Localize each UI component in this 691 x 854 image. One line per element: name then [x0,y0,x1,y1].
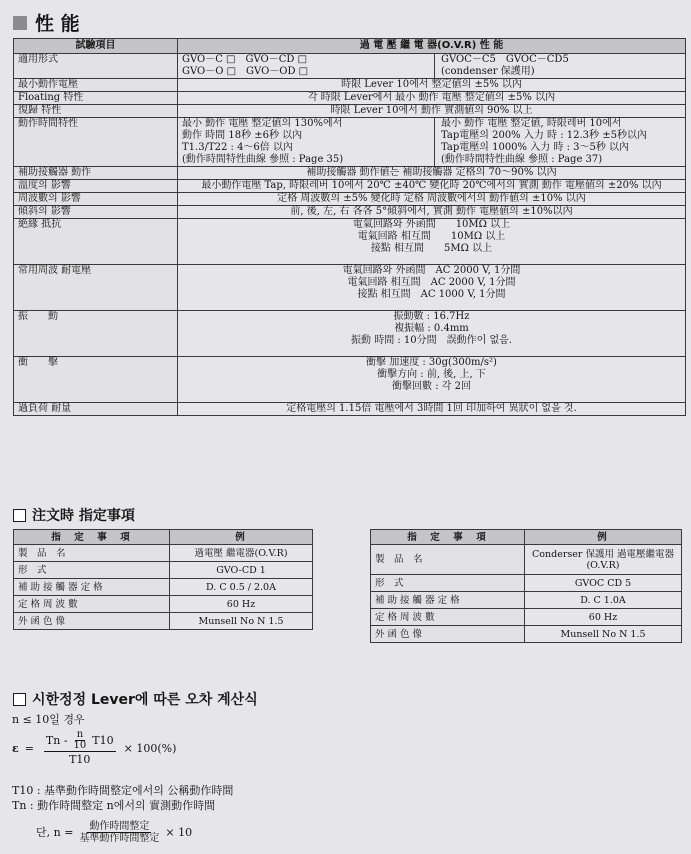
spec-row-label: Floating 特性 [14,92,178,105]
spec-row [14,357,686,403]
order-item-example: Munsell No N 1.5 [525,626,682,643]
order-item-label [371,575,525,592]
order-left-header-item: 指 定 事 項 [14,530,170,545]
order-title [13,505,135,525]
spec-line: 接點 相互間 5MΩ 以上 [370,243,493,254]
order-item-example: D. C 1.0A [525,592,682,609]
formula-fraction [44,730,116,767]
order-item-example: Munsell No N 1.5 [170,613,313,630]
order-row [14,596,313,613]
spec-line: 最小 動作 電壓 整定値, 時限레버 10에서 [441,118,622,129]
spec-line: T1.3/T22 : 4～6倍 以內 [182,142,293,153]
order-item-example: GVO-CD 1 [170,562,313,579]
spec-row [14,206,686,219]
formula-denominator: T10 [69,753,91,766]
formula-num-a: Tn - [45,734,68,747]
spec-row-value [178,79,686,92]
spec-line: 電氣回路와 外函間 AC 2000 V, 1分間 [342,265,521,276]
error-formula [12,712,412,844]
spec-line: GVO－O □ GVO－OD □ [182,66,309,77]
order-item-label [14,562,170,579]
spec-row-label: 復歸 特性 [14,105,178,118]
spec-right-col [434,54,681,78]
spec-row-value [178,54,686,79]
spec-table-body [14,54,686,416]
spec-row-label: 常用周波 耐電壓 [14,265,178,311]
order-title-text: 注文時 指定事項 [32,508,135,524]
order-item-label [371,592,525,609]
order-item-label [371,609,525,626]
spec-header-item: 試驗項目 [14,39,178,54]
spec-row-value [178,311,686,357]
spec-row-label: 最小動作電壓 [14,79,178,92]
spec-row-label: 動作時間特性 [14,118,178,167]
spec-line: 電氣回路 相互間 10MΩ 以上 [357,231,506,242]
spec-row-value [178,118,686,167]
spec-row [14,92,686,105]
spec-row-label: 周波數의 影響 [14,193,178,206]
formula-n-top: 動作時間整定 [89,821,150,832]
formula-n-bottom: 基準動作時間整定 [79,833,160,844]
order-item-label [14,596,170,613]
order-row [14,579,313,596]
spec-row-value [178,180,686,193]
spec-header-performance: 過 電 壓 繼 電 器(O.V.R) 性 能 [178,39,686,54]
spec-row-label: 補助接觸器 動作 [14,167,178,180]
order-item-example: GVOC CD 5 [525,575,682,592]
spec-line: 接點 相互間 AC 1000 V, 1分間 [357,289,506,300]
order-item-text: 製 品 名 [18,547,66,559]
formula-epsilon: ε [12,742,19,755]
spec-line: 定格 周波數의 ±5% 變化時 定格 周波數에서의 動作値의 ±10% 以內 [277,193,586,204]
spec-split [182,54,681,78]
formula-equals: = [24,742,34,755]
spec-row-value [178,105,686,118]
order-item-text: 外 函 色 像 [375,628,423,640]
spec-line: 定格電壓의 1.15倍 電壓에서 3時間 1回 印加하여 異狀이 없을 것. [286,403,577,414]
formula-def-t10: T10 : 基準動作時間整定에서의 公稱動作時間 [12,784,234,797]
spec-row [14,79,686,92]
spec-line: 각 時限 Lever에서 最小 動作 電壓 整定値의 ±5% 以內 [307,92,556,103]
spec-row-label: 適用形式 [14,54,178,79]
formula-inner-top: n [76,729,84,740]
order-item-label [371,626,525,643]
order-item-text: 補 助 接 觸 器 定 格 [375,594,460,606]
spec-row [14,105,686,118]
order-right-header-example: 例 [525,530,682,545]
spec-row-value [178,403,686,416]
spec-line: 電氣回路 相互間 AC 2000 V, 1分間 [347,277,516,288]
spec-row [14,180,686,193]
spec-line: 電氣回路와 外函間 10MΩ 以上 [352,219,511,230]
spec-row-label: 絶緣 抵抗 [14,219,178,265]
order-table-left [13,529,313,630]
spec-line: 複振幅 : 0.4mm [394,323,469,334]
spec-line: 衝擊回數 : 각 2回 [392,381,471,392]
spec-line: 前, 後, 左, 右 各各 5°傾斜에서, 實測 動作 電壓値의 ±10%以內 [290,206,573,217]
order-item-example: 60 Hz [525,609,682,626]
spec-line: 最小動作電壓 Tap, 時限레버 10에서 20℃ ±40℃ 變化時 20℃에서의 實測 動作 電壓値의 ±20% 以內 [201,180,662,191]
spec-line: 最小 動作 電壓 整定値의 130%에서 [182,118,343,129]
order-item-text: 補 助 接 觸 器 定 格 [18,581,103,593]
spec-left-col [182,54,308,78]
order-table-right [370,529,682,643]
order-item-example: Conderser 保護用 過電壓繼電器(O.V.R) [525,545,682,575]
order-item-text: 形 式 [18,564,47,576]
formula-dan: 단, n = [36,826,74,839]
performance-spec-table [13,38,686,416]
spec-row-value [178,219,686,265]
spec-row-value [178,167,686,180]
spec-left-col [182,118,343,166]
performance-title-text: 性 能 [35,13,80,35]
spec-row-value [178,265,686,311]
order-item-text: 外 函 色 像 [18,615,66,627]
spec-line: Tap電壓의 1000% 入力 時 : 3～5秒 以內 [441,142,630,153]
order-item-text: 定 格 周 波 數 [18,598,78,610]
spec-row [14,219,686,265]
spec-row [14,167,686,180]
spec-right-col [434,118,681,166]
spec-line: 補助接觸器 動作値는 補助接觸器 定格의 70～90% 以內 [306,167,557,178]
spec-line: 振動數 : 16.7Hz [393,311,470,322]
spec-row [14,265,686,311]
formula-inner-bottom: 10 [73,740,87,751]
order-item-example: 60 Hz [170,596,313,613]
spec-row-value [178,206,686,219]
spec-line: GVOC－C5 GVOC－CD5 [441,54,569,65]
order-right-header-item: 指 定 事 項 [371,530,525,545]
spec-line: 衝擊 加速度 : 30g(300m/s²) [366,357,497,368]
spec-line: 動作 時間 18秒 ±6秒 以內 [182,130,303,141]
formula-numerator [44,730,116,752]
formula-tail: × 100(%) [123,742,177,755]
spec-row-value [178,357,686,403]
spec-row-value [178,193,686,206]
spec-line: Tap電壓의 200% 入力 時 : 12.3秒 ±5秒以內 [441,130,647,141]
checkbox-square-icon [13,693,26,706]
order-row [371,626,682,643]
spec-split [182,118,681,166]
spec-row-label: 振 動 [14,311,178,357]
spec-line: (condenser 保護用) [441,66,535,77]
spec-line: GVO－C □ GVO－CD □ [182,54,308,65]
formula-title [13,689,258,709]
order-right-body [371,545,682,643]
spec-row-label: 衝 擊 [14,357,178,403]
order-row [371,592,682,609]
spec-row [14,118,686,167]
formula-n-definition [36,821,412,844]
spec-row-value [178,92,686,105]
order-item-example: 過電壓 繼電器(O.V.R) [170,545,313,562]
order-item-label [14,579,170,596]
order-item-text: 定 格 周 波 數 [375,611,435,623]
spec-line: 時限 Lever 10에서 整定値의 ±5% 以內 [341,79,522,90]
formula-title-text: 시한정정 Lever에 따른 오차 계산식 [32,692,258,708]
formula-equation [12,730,412,767]
spec-line: 衝擊方向 : 前, 後, 上, 下 [377,369,486,380]
order-item-text: 製 品 名 [375,554,423,565]
spec-row [14,54,686,79]
order-row [14,545,313,562]
spec-line: (動作時間特性曲線 參照 : Page 35) [182,154,344,165]
spec-row-label: 過負荷 耐量 [14,403,178,416]
performance-title [13,9,80,36]
formula-inner-fraction [72,730,89,751]
order-row [371,575,682,592]
spec-row-label: 傾斜의 影響 [14,206,178,219]
order-item-label [371,545,525,575]
spec-row-label: 溫度의 影響 [14,180,178,193]
formula-def-tn: Tn : 動作時間整定 n에서의 實測動作時間 [12,799,216,812]
order-left-body [14,545,313,630]
spec-line: 振動 時間 : 10分間 誤動作이 없음. [351,335,512,346]
checkbox-square-icon [13,509,26,522]
order-row [371,545,682,575]
formula-dan-tail: × 10 [165,826,193,839]
order-left-header-example: 例 [170,530,313,545]
order-item-label [14,545,170,562]
order-row [14,613,313,630]
order-row [14,562,313,579]
formula-condition: n ≤ 10일 경우 [12,713,85,726]
spec-line: 時限 Lever 10에서 動作 實測値의 90% 以上 [330,105,533,116]
order-item-label [14,613,170,630]
order-item-example: D. C 0.5 / 2.0A [170,579,313,596]
formula-n-fraction [77,821,161,844]
spec-row [14,311,686,357]
section-square-icon [13,16,27,30]
spec-row [14,193,686,206]
spec-line: (動作時間特性曲線 參照 : Page 37) [441,154,603,165]
order-row [371,609,682,626]
order-item-text: 形 式 [375,577,404,589]
spec-row [14,403,686,416]
formula-num-b: T10 [92,734,114,747]
